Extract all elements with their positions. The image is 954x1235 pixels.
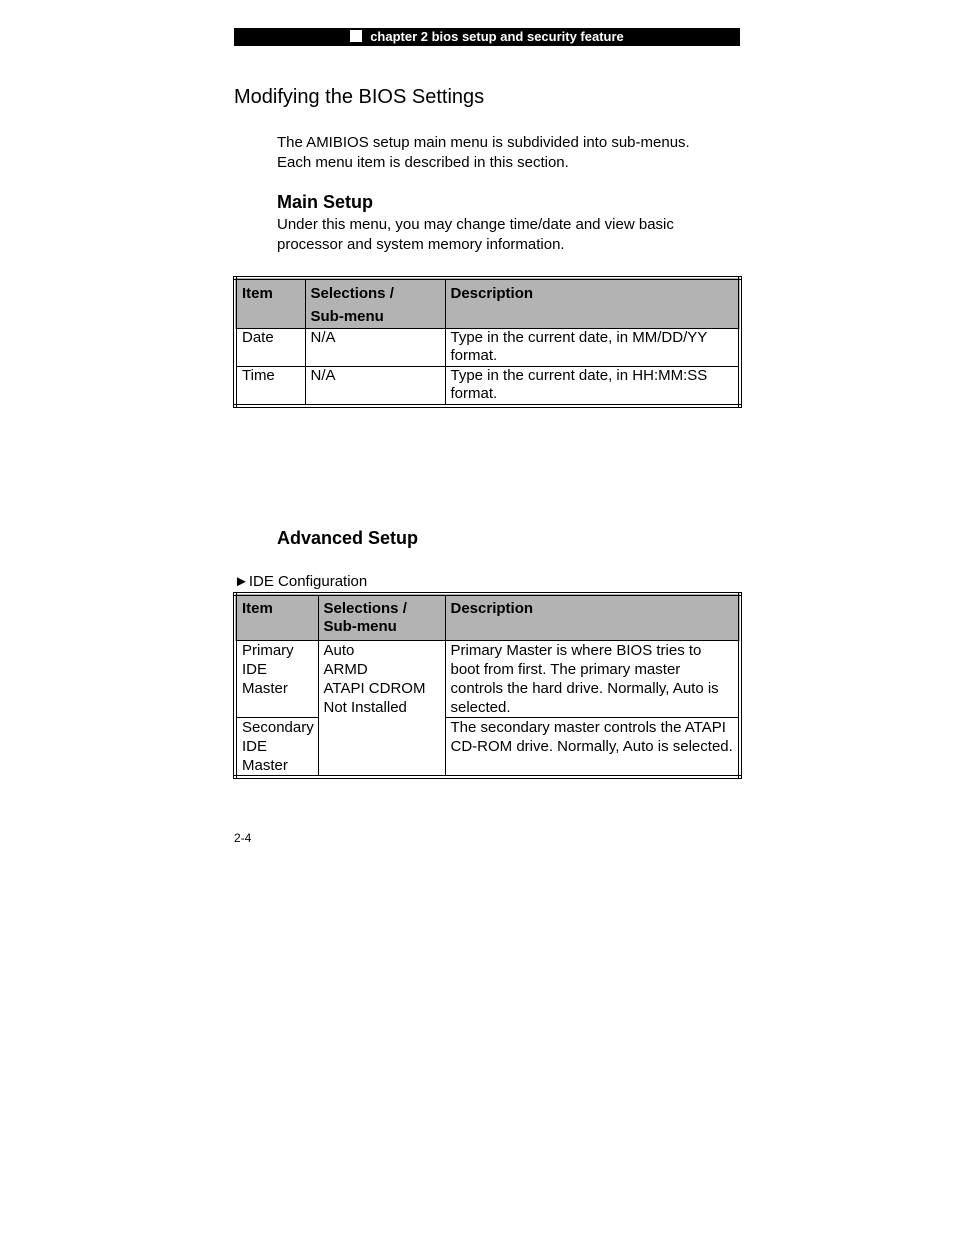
chapter-header-bar	[234, 28, 740, 46]
intro-line-1: The AMIBIOS setup main menu is subdivided into sub-menus.	[277, 134, 690, 151]
table-row	[235, 718, 740, 778]
main-setup-description	[277, 215, 737, 255]
main-setup-desc-line-1: Under this menu, you may change time/date and view basic	[277, 216, 674, 233]
cell-description: Type in the current date, in HH:MM:SS format.	[445, 367, 740, 407]
intro-line-2: Each menu item is described in this section.	[277, 154, 569, 171]
main-setup-table	[233, 276, 742, 408]
header-selections: Selections / Sub-menu	[305, 278, 445, 329]
page-title: Modifying the BIOS Settings	[234, 86, 485, 108]
header-selections: Selections / Sub-menu	[318, 594, 445, 641]
square-bullet-icon	[350, 30, 362, 42]
cell-item: Primary IDE Master	[235, 641, 318, 718]
ide-configuration-table	[233, 592, 742, 779]
cell-item: Date	[235, 329, 305, 367]
chapter-header-text: chapter 2 bios setup and security feature	[370, 29, 624, 44]
header-description: Description	[445, 594, 740, 641]
table-row	[235, 641, 740, 718]
advanced-setup-heading: Advanced Setup	[277, 528, 419, 548]
cell-description: Primary Master is where BIOS tries to boot from first. The primary master controls the hard drive. Normally, Auto is selected.	[445, 641, 740, 718]
cell-description: The secondary master controls the ATAPI CD-ROM drive. Normally, Auto is selected.	[445, 718, 740, 778]
header-description: Description	[445, 278, 740, 329]
main-setup-desc-line-2: processor and system memory information.	[277, 236, 565, 253]
cell-selections: N/A	[305, 367, 445, 407]
page-number: 2-4	[234, 831, 252, 845]
table-header-row	[235, 278, 740, 329]
header-item: Item	[235, 594, 318, 641]
cell-item: Secondary IDE Master	[235, 718, 318, 778]
table-row	[235, 367, 740, 407]
main-setup-heading: Main Setup	[277, 192, 374, 212]
header-item: Item	[235, 278, 305, 329]
table-header-row	[235, 594, 740, 641]
ide-configuration-label: ►IDE Configuration	[234, 573, 368, 590]
table-row	[235, 329, 740, 367]
cell-selections: Auto ARMD ATAPI CDROM Not Installed	[318, 641, 445, 778]
cell-description: Type in the current date, in MM/DD/YY format.	[445, 329, 740, 367]
intro-paragraph	[277, 133, 737, 173]
cell-item: Time	[235, 367, 305, 407]
cell-selections: N/A	[305, 329, 445, 367]
